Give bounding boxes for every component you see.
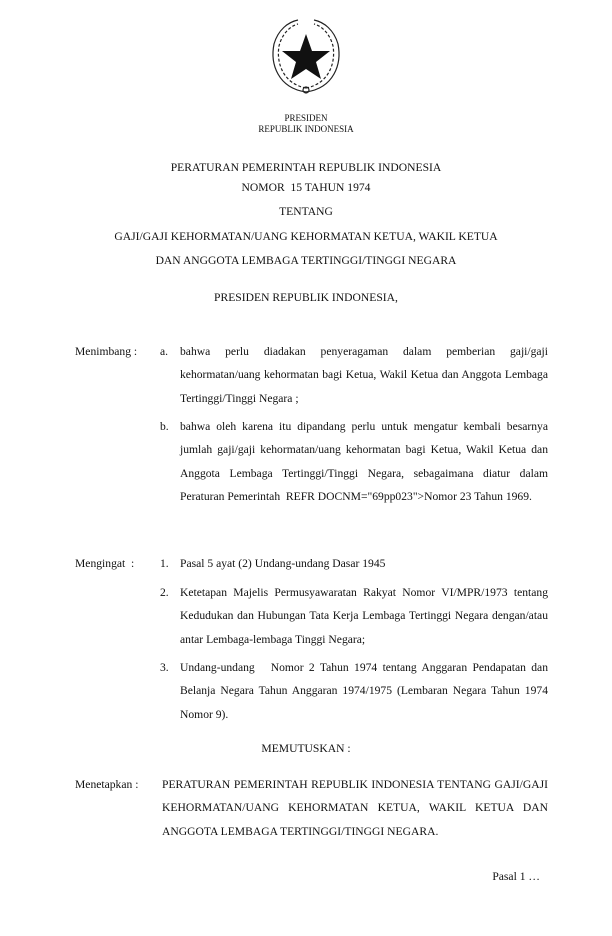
mengingat-2-text: Ketetapan Majelis Permusyawaratan Rakyat Nomor VI/MPR/1973 tentang Kedudukan dan Hubungan Tata Kerja Lembaga Tertinggi Negara dengan/atau antar Lembaga-lembaga Tinggi Negara; [180, 586, 548, 646]
mengingat-3-text: Undang-undang Nomor 2 Tahun 1974 tentang Anggaran Pendapatan dan Belanja Negara Tahun Anggaran 1974/1975 (Lembaran Negara Tahun 1974 Nomor 9). [180, 661, 551, 721]
letterhead-republik: REPUBLIK INDONESIA [258, 124, 354, 134]
mengingat-1-num: 1. [160, 557, 169, 570]
memutuskan: MEMUTUSKAN : [261, 742, 351, 755]
mengingat-1-text: Pasal 5 ayat (2) Undang-undang Dasar 1945 [180, 557, 386, 570]
next-page-marker: Pasal 1 … [492, 870, 540, 883]
menimbang-a-num: a. [160, 345, 169, 358]
title-tentang: TENTANG [279, 205, 333, 218]
letterhead-presiden: PRESIDEN [284, 113, 328, 123]
preamble: PRESIDEN REPUBLIK INDONESIA, [214, 291, 398, 304]
mengingat-3-num: 3. [160, 661, 169, 674]
menimbang-label: Menimbang : [75, 345, 138, 358]
title-subject-1: GAJI/GAJI KEHORMATAN/UANG KEHORMATAN KETUA, WAKIL KETUA [114, 230, 498, 243]
title-number: NOMOR 15 TAHUN 1974 [241, 181, 371, 194]
menimbang-b-text: bahwa oleh karena itu dipandang perlu untuk mengatur kembali besarnya jumlah gaji/gaji kehormatan/uang kehormatan bagi Ketua, Wakil Ketua dan Anggota Lembaga Tertinggi/Tinggi Negara, sebagaimana diatur dalam Peraturan Pemerintah REFR DOCNM="69pp023">Nomor 23 Tahun 1969. [180, 420, 551, 503]
emblem [266, 14, 346, 98]
mengingat-label: Mengingat : [75, 557, 135, 570]
menimbang-b-num: b. [160, 420, 169, 433]
star-wreath-emblem-icon [266, 14, 346, 98]
title-line-1: PERATURAN PEMERINTAH REPUBLIK INDONESIA [170, 161, 442, 174]
menetapkan-text: PERATURAN PEMERINTAH REPUBLIK INDONESIA TENTANG GAJI/GAJI KEHORMATAN/UANG KEHORMATAN KETUA, WAKIL KETUA DAN ANGGOTA LEMBAGA TERTINGGI/TINGGI NEGARA. [162, 778, 548, 838]
menimbang-a-text: bahwa perlu diadakan penyeragaman dalam pemberian gaji/gaji kehormatan/uang kehormatan bagi Ketua, Wakil Ketua dan Anggota Lembaga Tertinggi/Tinggi Negara ; [180, 345, 548, 405]
title-subject-2: DAN ANGGOTA LEMBAGA TERTINGGI/TINGGI NEGARA [155, 254, 457, 267]
mengingat-2-num: 2. [160, 586, 169, 599]
menetapkan-label: Menetapkan : [75, 778, 139, 791]
